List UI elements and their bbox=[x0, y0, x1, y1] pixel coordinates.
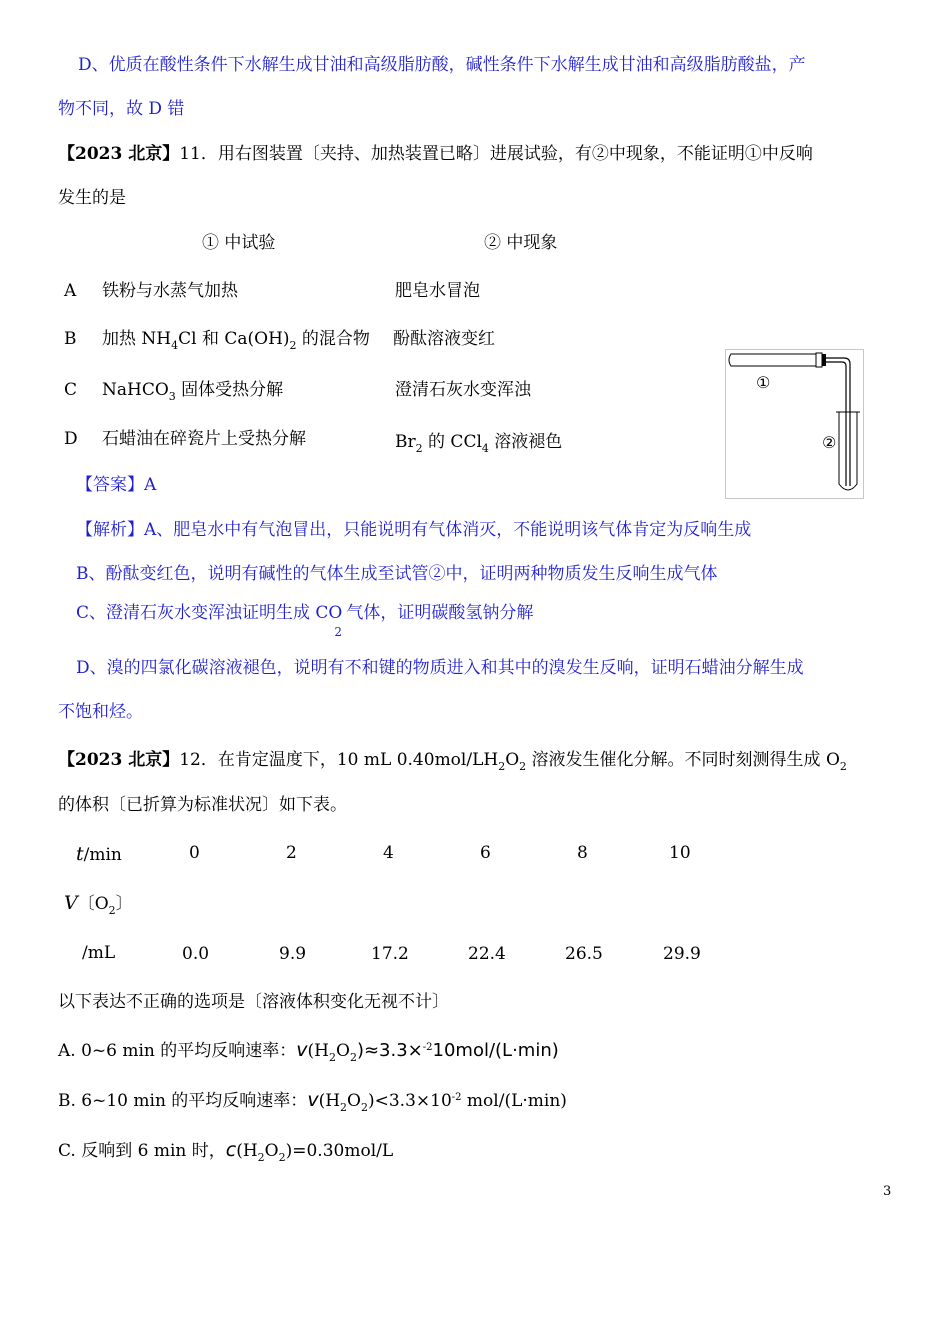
q12-option-b: B. 6~10 min 的平均反响速率：$v(H_2O_2)<3.3\times 10^{-2}$ mol/(L·min) bbox=[58, 1089, 567, 1114]
page-number: 3 bbox=[883, 1184, 892, 1199]
receiving-test-tube bbox=[839, 412, 857, 490]
figure-label-1: ① bbox=[756, 373, 771, 392]
q12-stem-line1: 【2023 北京】12．在肯定温度下，10 mL $0.40mol/LH_2O_2$ 溶液发生催化分解。不同时刻测得生成 $O_2$ bbox=[58, 750, 847, 773]
q11-analysis-b: B、酚酞变红色，说明有碱性的气体生成至试管②中，证明两种物质发生反响生成气体 bbox=[76, 564, 718, 584]
table-v-unit: /mL bbox=[82, 943, 116, 963]
table-v-value: 26.5 bbox=[565, 944, 603, 964]
q12-stem-line2: 的体积〔已折算为标准状况〕如下表。 bbox=[58, 795, 347, 815]
prev-answer-d-line2: 物不同，故 D 错 bbox=[58, 99, 185, 119]
q11-answer: 【答案】A bbox=[76, 475, 157, 495]
q12-option-a: A. 0~6 min 的平均反响速率：$v(H_2O_2)\approx 3.3\times^{-2}10mol/(L\cdot\min)$ bbox=[58, 1039, 559, 1064]
table-t-value: 6 bbox=[480, 843, 491, 863]
table-t-value: 0 bbox=[189, 843, 200, 863]
q12-tag: 【2023 北京】 bbox=[58, 750, 180, 770]
table-v-value: 22.4 bbox=[468, 944, 506, 964]
q11-option-b-experiment: 加热 $NH_4Cl$ 和 $Ca(OH)_2$ 的混合物 bbox=[102, 329, 370, 352]
q11-option-d-experiment: 石蜡油在碎瓷片上受热分解 bbox=[102, 429, 306, 449]
table-v-value: 0.0 bbox=[182, 944, 210, 964]
q11-analysis-a: 【解析】A、肥皂水中有气泡冒出，只能说明有气体消灭，不能说明该气体肯定为反响生成 bbox=[76, 520, 752, 540]
q11-option-b-phenomenon: 酚酞溶液变红 bbox=[393, 329, 495, 349]
q11-option-c-letter: C bbox=[64, 380, 78, 400]
q11-option-d-phenomenon: $Br_2$ 的 CCl$_4$ 溶液褪色 bbox=[395, 432, 563, 455]
reaction-tube bbox=[729, 354, 816, 366]
table-t-label: t/min bbox=[76, 843, 122, 865]
q11-option-a-phenomenon: 肥皂水冒泡 bbox=[395, 281, 480, 301]
q11-option-a-letter: A bbox=[64, 281, 77, 301]
q12-option-c: C. 反响到 6 min 时，$c(H_2O_2)=0.30mol/L$ bbox=[58, 1139, 394, 1164]
q11-option-c-phenomenon: 澄清石灰水变浑浊 bbox=[395, 380, 531, 400]
figure-label-2: ② bbox=[822, 433, 837, 452]
apparatus-drawing bbox=[726, 350, 863, 498]
q11-option-d-letter: D bbox=[64, 429, 78, 449]
q11-stem-line2: 发生的是 bbox=[58, 188, 126, 208]
table-t-value: 10 bbox=[669, 843, 691, 863]
q11-analysis-c: C、澄清石灰水变浑浊证明生成 $CO_2$气体，证明碳酸氢钠分解 bbox=[76, 603, 534, 639]
q12-question: 以下表达不正确的选项是〔溶液体积变化无视不计〕 bbox=[58, 992, 449, 1012]
table-v-value: 29.9 bbox=[663, 944, 701, 964]
stopper-cap bbox=[822, 354, 826, 366]
q11-analysis-d-line2: 不饱和烃。 bbox=[58, 702, 143, 722]
q11-col1-header: ① 中试验 bbox=[202, 233, 276, 253]
q11-option-a-experiment: 铁粉与水蒸气加热 bbox=[102, 281, 238, 301]
apparatus-figure bbox=[725, 349, 864, 499]
table-v-value: 9.9 bbox=[279, 944, 307, 964]
table-t-value: 4 bbox=[383, 843, 394, 863]
q11-col2-header: ② 中现象 bbox=[484, 233, 558, 253]
q11-tag: 【2023 北京】 bbox=[58, 144, 180, 164]
table-t-value: 8 bbox=[577, 843, 588, 863]
table-v-label: V〔$O_2$〕 bbox=[64, 892, 133, 917]
table-t-value: 2 bbox=[286, 843, 297, 863]
q11-stem-line1: 【2023 北京】11．用右图装置〔夹持、加热装置已略〕进展试验，有②中现象，不能证明①中反响 bbox=[58, 144, 813, 164]
table-v-value: 17.2 bbox=[371, 944, 409, 964]
tube-stopper bbox=[816, 353, 822, 367]
prev-answer-d-line1: D、优质在酸性条件下水解生成甘油和高级脂肪酸，碱性条件下水解生成甘油和高级脂肪酸盐，产 bbox=[78, 55, 806, 75]
q11-option-c-experiment: NaHCO$_3$ 固体受热分解 bbox=[102, 380, 284, 403]
q11-option-b-letter: B bbox=[64, 329, 77, 349]
q11-analysis-d-line1: D、溴的四氯化碳溶液褪色，说明有不和键的物质进入和其中的溴发生反响，证明石蜡油分解生成 bbox=[76, 658, 804, 678]
